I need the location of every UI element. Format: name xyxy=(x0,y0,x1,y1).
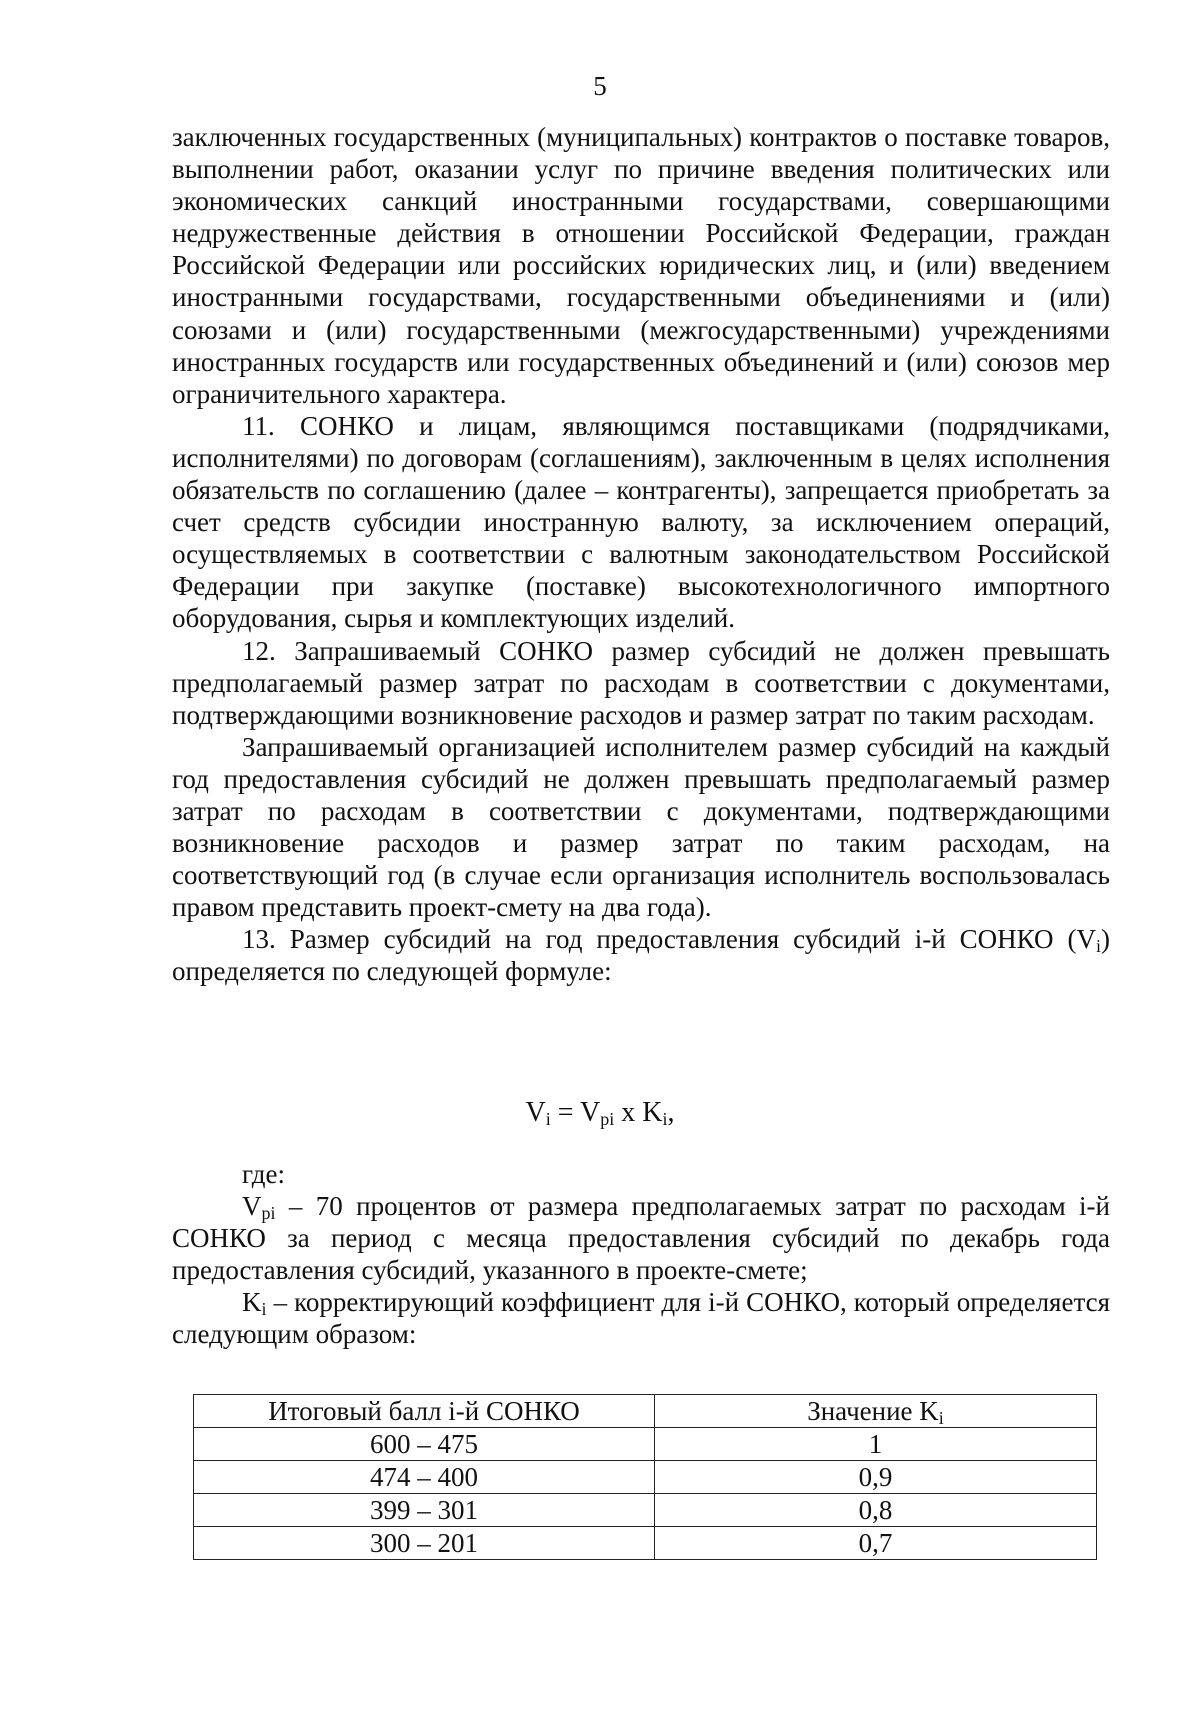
table-row xyxy=(194,1494,1097,1527)
table-row xyxy=(194,1527,1097,1560)
coefficient-cell: 0,9 xyxy=(655,1461,1097,1494)
paragraph-12: 12. Запрашиваемый СОНКО размер субсидий не должен превышать предполагаемый размер затрат по расходам в соответствии с документами, подтверждающими возникновение расходов и размер затрат по таким расходам. xyxy=(172,635,1110,730)
formula-equals: = xyxy=(550,1097,581,1128)
coefficient-table xyxy=(193,1394,1097,1560)
coefficient-cell: 0,8 xyxy=(655,1494,1097,1527)
score-cell: 300 – 201 xyxy=(194,1527,655,1560)
continued-paragraph: заключенных государственных (муниципальных) контрактов о поставке товаров, выполнении работ, оказании услуг по причине введения политических или экономических санкций иностранными государствами, совершающими недружественные действия в отношении Российской Федерации, граждан Российской Федерации или российских юридических лиц, и (или) введением иностранными государствами, государственными объединениями и (или) союзами и (или) государственными (межгосударственными) учреждениями иностранных государств или государственных объединений и (или) союзов мер ограничительного характера. xyxy=(172,122,1110,409)
main-text xyxy=(172,121,1110,988)
where-label: где: xyxy=(242,1159,285,1189)
coefficient-cell: 0,7 xyxy=(655,1527,1097,1560)
table-row xyxy=(194,1428,1097,1461)
definition-ki-symbol: K xyxy=(242,1287,262,1318)
formula-multiply: x xyxy=(614,1097,643,1128)
page-number: 5 xyxy=(593,71,607,101)
score-cell: 474 – 400 xyxy=(194,1461,655,1494)
definition-vpi-text: – 70 процентов от размера предполагаемых затрат по расходам i-й СОНКО за период с месяца предоставления субсидий по декабрь года предоставления субсидий, указанного в проекте-смете; xyxy=(172,1191,1110,1286)
formula-suffix: , xyxy=(667,1097,675,1128)
subsidy-formula xyxy=(0,1096,1200,1130)
definition-vpi-subscript: pi xyxy=(261,1203,276,1224)
paragraph-13-subscript: i xyxy=(1095,936,1101,957)
paragraph-11: 11. СОНКО и лицам, являющимся поставщиками (подрядчиками, исполнителями) по договорам (соглашениям), заключенным в целях исполнения обязательств по соглашению (далее – контрагенты), запрещается приобретать за счет средств субсидии иностранную валюту, за исключением операций, осуществляемых в соответствии с валютным законодательством Российской Федерации при закупке (поставке) высокотехнологичного импортного оборудования, сырья и комплектующих изделий. xyxy=(172,410,1110,634)
definition-vpi xyxy=(172,1190,1110,1286)
table-header-row xyxy=(194,1395,1097,1428)
formula-explanation xyxy=(172,1158,1110,1351)
formula-middle-symbol: V xyxy=(580,1097,601,1128)
coefficient-header-main: Значение K xyxy=(807,1395,939,1426)
definition-vpi-symbol: V xyxy=(242,1191,262,1222)
formula-right-subscript: i xyxy=(662,1109,668,1129)
formula-left-symbol: V xyxy=(525,1097,546,1128)
paragraph-13-text-after-subscript: ) определяется по следующей формуле: xyxy=(172,924,1110,987)
definition-ki-text: – корректирующий коэффициент для i-й СОНКО, который определяется следующим образом: xyxy=(172,1287,1110,1350)
paragraph-12-continuation: Запрашиваемый организацией исполнителем размер субсидий на каждый год предоставления субсидий не должен превышать предполагаемый размер затрат по расходам в соответствии с документами, подтверждающими возникновение расходов и размер затрат по таким расходам, на соответствующий год (в случае если организация исполнитель воспользовалась правом представить проект-смету на два года). xyxy=(172,731,1110,923)
score-cell: 600 – 475 xyxy=(194,1428,655,1461)
definition-ki-subscript: i xyxy=(261,1299,267,1320)
paragraph-13-text-before-subscript: 13. Размер субсидий на год предоставления субсидий i-й СОНКО (V xyxy=(242,924,1096,955)
score-header: Итоговый балл i-й СОНКО xyxy=(194,1395,655,1428)
table-row xyxy=(194,1461,1097,1494)
formula-middle-subscript: pi xyxy=(600,1109,615,1129)
score-cell: 399 – 301 xyxy=(194,1494,655,1527)
definition-ki xyxy=(172,1286,1110,1350)
coefficient-table-wrapper xyxy=(193,1394,1097,1560)
formula-right-symbol: K xyxy=(642,1097,663,1128)
formula-left-subscript: i xyxy=(545,1109,551,1129)
paragraph-13 xyxy=(172,923,1110,987)
coefficient-header xyxy=(655,1395,1097,1428)
coefficient-cell: 1 xyxy=(655,1428,1097,1461)
coefficient-header-subscript: i xyxy=(938,1407,944,1428)
